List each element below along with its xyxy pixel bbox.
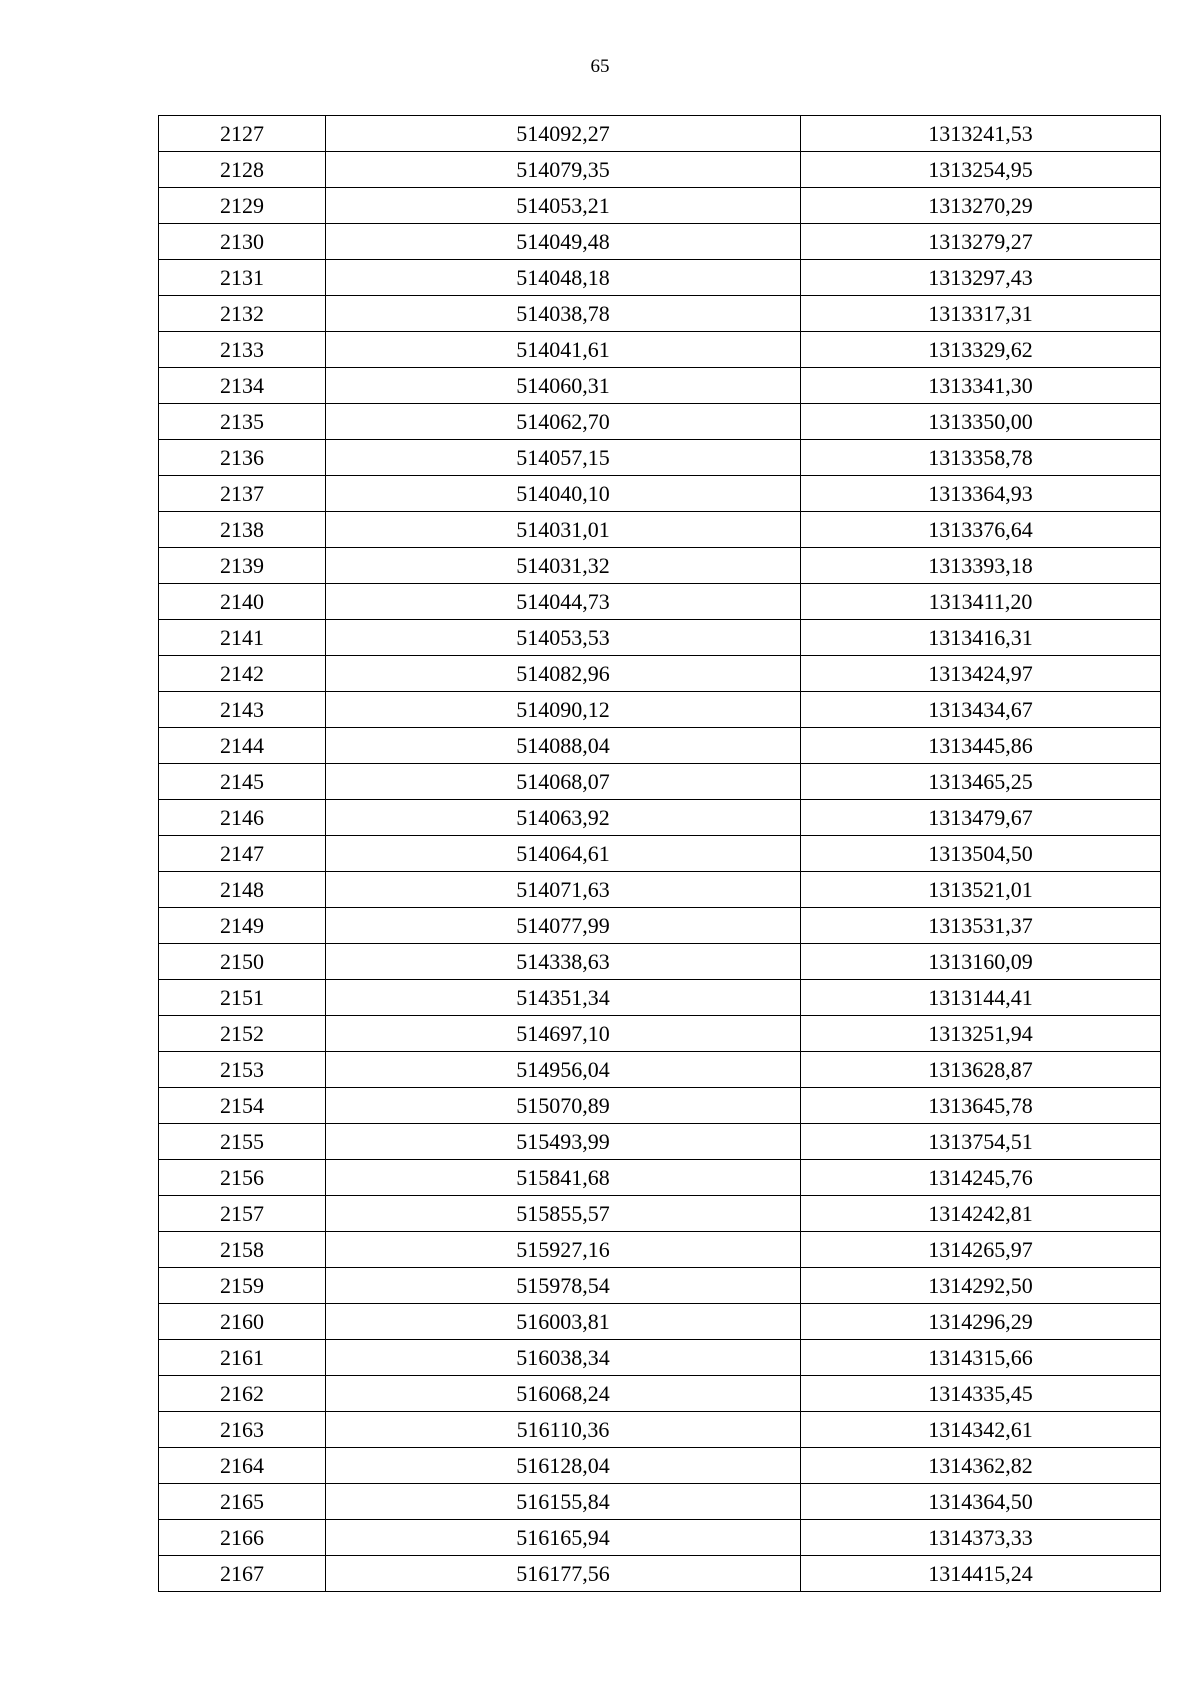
x-coordinate-cell: 514053,53 <box>326 620 801 656</box>
table-row <box>159 1016 1161 1052</box>
y-coordinate-cell: 1313317,31 <box>801 296 1161 332</box>
x-coordinate-cell: 514041,61 <box>326 332 801 368</box>
y-coordinate-cell: 1313341,30 <box>801 368 1161 404</box>
x-coordinate-cell: 514044,73 <box>326 584 801 620</box>
point-number-cell: 2139 <box>159 548 326 584</box>
table-row <box>159 512 1161 548</box>
y-coordinate-cell: 1313376,64 <box>801 512 1161 548</box>
x-coordinate-cell: 516177,56 <box>326 1556 801 1592</box>
x-coordinate-cell: 514092,27 <box>326 116 801 152</box>
table-row <box>159 548 1161 584</box>
point-number-cell: 2158 <box>159 1232 326 1268</box>
y-coordinate-cell: 1313160,09 <box>801 944 1161 980</box>
x-coordinate-cell: 515493,99 <box>326 1124 801 1160</box>
table-row <box>159 908 1161 944</box>
point-number-cell: 2145 <box>159 764 326 800</box>
point-number-cell: 2166 <box>159 1520 326 1556</box>
table-row <box>159 1232 1161 1268</box>
point-number-cell: 2133 <box>159 332 326 368</box>
table-row <box>159 1448 1161 1484</box>
y-coordinate-cell: 1313445,86 <box>801 728 1161 764</box>
x-coordinate-cell: 516110,36 <box>326 1412 801 1448</box>
y-coordinate-cell: 1313329,62 <box>801 332 1161 368</box>
x-coordinate-cell: 516128,04 <box>326 1448 801 1484</box>
point-number-cell: 2138 <box>159 512 326 548</box>
table-row <box>159 764 1161 800</box>
x-coordinate-cell: 514077,99 <box>326 908 801 944</box>
table-row <box>159 1484 1161 1520</box>
y-coordinate-cell: 1314265,97 <box>801 1232 1161 1268</box>
x-coordinate-cell: 514064,61 <box>326 836 801 872</box>
y-coordinate-cell: 1314335,45 <box>801 1376 1161 1412</box>
x-coordinate-cell: 514079,35 <box>326 152 801 188</box>
x-coordinate-cell: 514040,10 <box>326 476 801 512</box>
x-coordinate-cell: 514071,63 <box>326 872 801 908</box>
page-number: 65 <box>590 56 610 77</box>
y-coordinate-cell: 1313424,97 <box>801 656 1161 692</box>
table-row <box>159 260 1161 296</box>
x-coordinate-cell: 514697,10 <box>326 1016 801 1052</box>
y-coordinate-cell: 1313434,67 <box>801 692 1161 728</box>
table-row <box>159 152 1161 188</box>
point-number-cell: 2153 <box>159 1052 326 1088</box>
table-row <box>159 404 1161 440</box>
point-number-cell: 2156 <box>159 1160 326 1196</box>
y-coordinate-cell: 1313241,53 <box>801 116 1161 152</box>
point-number-cell: 2142 <box>159 656 326 692</box>
table-row <box>159 368 1161 404</box>
y-coordinate-cell: 1314315,66 <box>801 1340 1161 1376</box>
table-row <box>159 188 1161 224</box>
x-coordinate-cell: 514031,32 <box>326 548 801 584</box>
y-coordinate-cell: 1314415,24 <box>801 1556 1161 1592</box>
table-row <box>159 116 1161 152</box>
point-number-cell: 2129 <box>159 188 326 224</box>
x-coordinate-cell: 514048,18 <box>326 260 801 296</box>
x-coordinate-cell: 514956,04 <box>326 1052 801 1088</box>
y-coordinate-cell: 1313411,20 <box>801 584 1161 620</box>
point-number-cell: 2154 <box>159 1088 326 1124</box>
point-number-cell: 2130 <box>159 224 326 260</box>
y-coordinate-cell: 1314362,82 <box>801 1448 1161 1484</box>
point-number-cell: 2147 <box>159 836 326 872</box>
y-coordinate-cell: 1314364,50 <box>801 1484 1161 1520</box>
x-coordinate-cell: 514090,12 <box>326 692 801 728</box>
y-coordinate-cell: 1313416,31 <box>801 620 1161 656</box>
table-row <box>159 1124 1161 1160</box>
x-coordinate-cell: 515070,89 <box>326 1088 801 1124</box>
point-number-cell: 2136 <box>159 440 326 476</box>
point-number-cell: 2152 <box>159 1016 326 1052</box>
point-number-cell: 2135 <box>159 404 326 440</box>
point-number-cell: 2137 <box>159 476 326 512</box>
x-coordinate-cell: 516165,94 <box>326 1520 801 1556</box>
table-row <box>159 692 1161 728</box>
y-coordinate-cell: 1313645,78 <box>801 1088 1161 1124</box>
point-number-cell: 2140 <box>159 584 326 620</box>
x-coordinate-cell: 514057,15 <box>326 440 801 476</box>
x-coordinate-cell: 514082,96 <box>326 656 801 692</box>
table-row <box>159 656 1161 692</box>
y-coordinate-cell: 1313504,50 <box>801 836 1161 872</box>
point-number-cell: 2128 <box>159 152 326 188</box>
y-coordinate-cell: 1313254,95 <box>801 152 1161 188</box>
point-number-cell: 2164 <box>159 1448 326 1484</box>
x-coordinate-cell: 514088,04 <box>326 728 801 764</box>
point-number-cell: 2150 <box>159 944 326 980</box>
x-coordinate-cell: 516038,34 <box>326 1340 801 1376</box>
point-number-cell: 2160 <box>159 1304 326 1340</box>
y-coordinate-cell: 1313521,01 <box>801 872 1161 908</box>
point-number-cell: 2159 <box>159 1268 326 1304</box>
table-row <box>159 800 1161 836</box>
y-coordinate-cell: 1313393,18 <box>801 548 1161 584</box>
table-row <box>159 944 1161 980</box>
point-number-cell: 2132 <box>159 296 326 332</box>
x-coordinate-cell: 515841,68 <box>326 1160 801 1196</box>
table-row <box>159 1340 1161 1376</box>
table-row <box>159 1376 1161 1412</box>
table-row <box>159 332 1161 368</box>
table-row <box>159 1268 1161 1304</box>
x-coordinate-cell: 515855,57 <box>326 1196 801 1232</box>
x-coordinate-cell: 516003,81 <box>326 1304 801 1340</box>
table-row <box>159 1412 1161 1448</box>
table-row <box>159 584 1161 620</box>
x-coordinate-cell: 514053,21 <box>326 188 801 224</box>
point-number-cell: 2141 <box>159 620 326 656</box>
y-coordinate-cell: 1314296,29 <box>801 1304 1161 1340</box>
table-row <box>159 476 1161 512</box>
point-number-cell: 2143 <box>159 692 326 728</box>
x-coordinate-cell: 515978,54 <box>326 1268 801 1304</box>
point-number-cell: 2127 <box>159 116 326 152</box>
table-row <box>159 728 1161 764</box>
y-coordinate-cell: 1313350,00 <box>801 404 1161 440</box>
x-coordinate-cell: 514063,92 <box>326 800 801 836</box>
x-coordinate-cell: 514038,78 <box>326 296 801 332</box>
point-number-cell: 2149 <box>159 908 326 944</box>
point-number-cell: 2165 <box>159 1484 326 1520</box>
y-coordinate-cell: 1313279,27 <box>801 224 1161 260</box>
y-coordinate-cell: 1313358,78 <box>801 440 1161 476</box>
x-coordinate-cell: 516155,84 <box>326 1484 801 1520</box>
x-coordinate-cell: 515927,16 <box>326 1232 801 1268</box>
y-coordinate-cell: 1313144,41 <box>801 980 1161 1016</box>
table-row <box>159 1304 1161 1340</box>
x-coordinate-cell: 514068,07 <box>326 764 801 800</box>
y-coordinate-cell: 1313628,87 <box>801 1052 1161 1088</box>
table-row <box>159 836 1161 872</box>
point-number-cell: 2157 <box>159 1196 326 1232</box>
x-coordinate-cell: 514031,01 <box>326 512 801 548</box>
y-coordinate-cell: 1313479,67 <box>801 800 1161 836</box>
x-coordinate-cell: 516068,24 <box>326 1376 801 1412</box>
x-coordinate-cell: 514338,63 <box>326 944 801 980</box>
y-coordinate-cell: 1313754,51 <box>801 1124 1161 1160</box>
y-coordinate-cell: 1313297,43 <box>801 260 1161 296</box>
y-coordinate-cell: 1313251,94 <box>801 1016 1161 1052</box>
y-coordinate-cell: 1313531,37 <box>801 908 1161 944</box>
y-coordinate-cell: 1313364,93 <box>801 476 1161 512</box>
coordinates-table-body <box>159 116 1161 1592</box>
y-coordinate-cell: 1313465,25 <box>801 764 1161 800</box>
x-coordinate-cell: 514060,31 <box>326 368 801 404</box>
table-row <box>159 1160 1161 1196</box>
x-coordinate-cell: 514049,48 <box>326 224 801 260</box>
point-number-cell: 2146 <box>159 800 326 836</box>
coordinates-table <box>158 115 1161 1592</box>
point-number-cell: 2167 <box>159 1556 326 1592</box>
y-coordinate-cell: 1314292,50 <box>801 1268 1161 1304</box>
table-row <box>159 1052 1161 1088</box>
point-number-cell: 2131 <box>159 260 326 296</box>
table-row <box>159 1196 1161 1232</box>
point-number-cell: 2144 <box>159 728 326 764</box>
table-row <box>159 980 1161 1016</box>
point-number-cell: 2162 <box>159 1376 326 1412</box>
table-row <box>159 620 1161 656</box>
table-row <box>159 1556 1161 1592</box>
x-coordinate-cell: 514062,70 <box>326 404 801 440</box>
table-row <box>159 296 1161 332</box>
table-row <box>159 1520 1161 1556</box>
table-row <box>159 872 1161 908</box>
y-coordinate-cell: 1314342,61 <box>801 1412 1161 1448</box>
y-coordinate-cell: 1313270,29 <box>801 188 1161 224</box>
table-row <box>159 440 1161 476</box>
y-coordinate-cell: 1314373,33 <box>801 1520 1161 1556</box>
point-number-cell: 2163 <box>159 1412 326 1448</box>
point-number-cell: 2151 <box>159 980 326 1016</box>
table-row <box>159 224 1161 260</box>
y-coordinate-cell: 1314245,76 <box>801 1160 1161 1196</box>
point-number-cell: 2161 <box>159 1340 326 1376</box>
point-number-cell: 2134 <box>159 368 326 404</box>
point-number-cell: 2148 <box>159 872 326 908</box>
x-coordinate-cell: 514351,34 <box>326 980 801 1016</box>
y-coordinate-cell: 1314242,81 <box>801 1196 1161 1232</box>
point-number-cell: 2155 <box>159 1124 326 1160</box>
table-row <box>159 1088 1161 1124</box>
